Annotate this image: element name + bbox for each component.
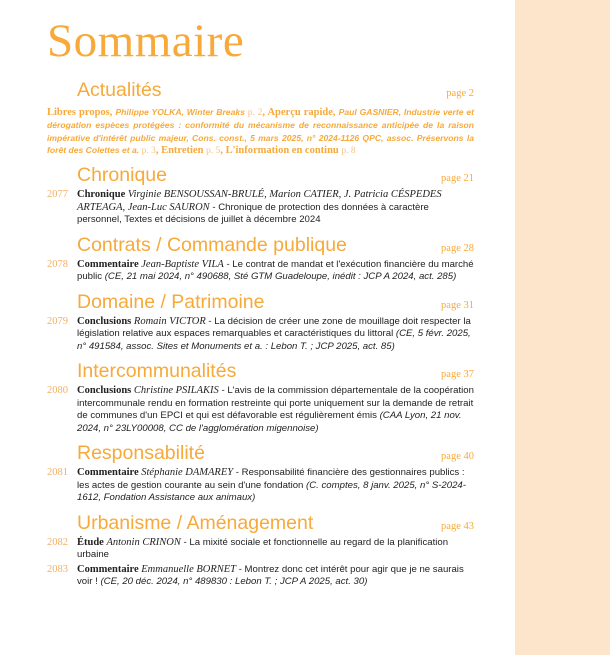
page-ref[interactable]: p. 5 [206, 145, 221, 156]
section-page[interactable]: page 31 [441, 299, 474, 311]
summary-label: , Entretien [155, 144, 207, 156]
section-page[interactable]: page 28 [441, 242, 474, 254]
entry-body [77, 385, 474, 435]
section-heading[interactable]: Contrats / Commande publique [77, 233, 347, 256]
toc-entry[interactable] [47, 537, 474, 562]
section-heading[interactable]: Domaine / Patrimoine [77, 290, 265, 313]
section-header[interactable] [47, 441, 474, 465]
entry-reference: (CE, 20 déc. 2024, n° 489830 : Lebon T. ; JCP A 2025, act. 30) [100, 576, 368, 588]
entry-reference: (C. comptes, 8 janv. 2025, n° S-2024-1612, Fondation Assistance aux animaux) [77, 479, 466, 504]
summary-label: , L'information en continu [220, 144, 342, 156]
entry-body [77, 467, 474, 505]
entry-type: Conclusions [77, 385, 134, 397]
entry-type: Commentaire [77, 563, 142, 575]
page-ref[interactable]: p. 3 [141, 145, 156, 156]
toc-section [47, 78, 474, 157]
toc-section [47, 359, 474, 435]
entry-number: 2078 [47, 258, 68, 270]
entry-body [77, 259, 474, 284]
entry-reference: (CE, 21 mai 2024, n° 490688, Sté GTM Guadeloupe, inédit : JCP A 2024, act. 285) [104, 271, 457, 283]
section-page[interactable]: page 40 [441, 451, 474, 463]
entry-number: 2079 [47, 315, 68, 327]
entry-text: - L'avis de la commission départementale de la coopération intercommunale rendu en formation restreinte qui porte uniquement sur la demande de retrait de communes d'un EPCI et qui est défavorable est régulièrement émis [77, 385, 474, 422]
section-heading[interactable]: Intercommunalités [77, 360, 237, 383]
entry-text: - Responsabilité financière des gestionnaires publics : les actes de gestion courante au sein d'une fondation [77, 467, 465, 491]
entry-type: Commentaire [77, 467, 142, 479]
entry-author: Jean-Baptiste VILA [141, 258, 224, 270]
entry-author: Romain VICTOR [133, 315, 206, 327]
entry-body [77, 564, 474, 589]
summary-text: Paul GASNIER, Industrie verte et dérogation espèces protégées : conformité du mécanisme de reconnaissance anticipée de la raison impérative d'intérêt public majeur, Cons. const., 5 mars 2025, n° 2024-1126 QPC, assoc. Préservons la forêt des Colettes et a. [47, 107, 474, 155]
entry-number: 2081 [47, 467, 68, 479]
side-panel [515, 0, 610, 655]
section-page[interactable]: page 21 [441, 173, 474, 185]
entry-type: Étude [77, 536, 107, 548]
entry-number: 2077 [47, 189, 68, 201]
section-page[interactable]: page 43 [441, 520, 474, 532]
page-title: Sommaire [47, 15, 245, 67]
toc-section [47, 233, 474, 284]
section-header[interactable] [47, 290, 474, 314]
section-page[interactable]: page 2 [446, 88, 474, 99]
section-header[interactable] [47, 163, 474, 187]
toc-entry[interactable] [47, 467, 474, 505]
entry-number: 2082 [47, 536, 68, 548]
section-summary [47, 106, 474, 157]
entry-text: - Le contrat de mandat et l'exécution financière du marché public [77, 258, 474, 283]
entry-text: - Montrez donc cet intérêt pour agir que je ne saurais voir ! [77, 563, 464, 588]
toc-section [47, 511, 474, 589]
section-header[interactable] [47, 511, 474, 535]
entry-text: - La mixité sociale et fonctionnelle au regard de la planification urbaine [77, 536, 449, 561]
entry-author: Stéphanie DAMAREY [141, 467, 234, 479]
entry-text: - Chronique de protection des données à caractère personnel, Textes et décisions de juillet à décembre 2024 [77, 201, 429, 226]
toc-section [47, 441, 474, 505]
toc-section [47, 290, 474, 354]
section-heading[interactable]: Actualités [77, 79, 162, 101]
toc-entry[interactable] [47, 259, 474, 284]
toc-section [47, 163, 474, 227]
entry-number: 2080 [47, 385, 68, 397]
entry-type: Chronique [77, 189, 128, 201]
entry-author: Christine PSILAKIS [133, 385, 219, 397]
section-heading[interactable]: Urbanisme / Aménagement [77, 511, 314, 534]
section-heading[interactable]: Chronique [77, 164, 167, 187]
toc-entry[interactable] [47, 189, 474, 227]
section-header[interactable] [47, 359, 474, 383]
section-heading[interactable]: Responsabilité [77, 442, 205, 465]
entry-body [77, 537, 474, 562]
entry-body [77, 316, 474, 354]
entry-author: Antonin CRINON [106, 536, 181, 548]
table-of-contents [47, 78, 474, 595]
toc-entry[interactable] [47, 564, 474, 589]
summary-label: Libres propos, [47, 107, 116, 118]
entry-reference: (CAA Lyon, 21 nov. 2024, n° 23LY00008, CC de l'agglomération migennoise) [77, 410, 462, 434]
entry-type: Conclusions [77, 315, 134, 327]
entry-number: 2083 [47, 563, 68, 575]
summary-text: Philippe YOLKA, Winter Breaks [115, 107, 248, 117]
section-page[interactable]: page 37 [441, 369, 474, 381]
entry-text: - La décision de créer une zone de mouillage doit respecter la législation relative aux espaces remarquables et caractéristiques du littoral [77, 315, 471, 340]
summary-label: , Aperçu rapide, [262, 107, 339, 118]
toc-entry[interactable] [47, 385, 474, 435]
page-ref[interactable]: p. 8 [341, 145, 356, 156]
page-ref[interactable]: p. 2 [247, 108, 263, 118]
entry-author: Virginie BENSOUSSAN-BRULÉ, Marion CATIER, J. Patricia CÉSPEDES ARTEAGA, Jean-Luc SAURON [77, 189, 442, 213]
section-header[interactable] [47, 233, 474, 257]
section-header[interactable] [47, 78, 474, 102]
entry-body [77, 189, 474, 227]
entry-reference: (CE, 5 févr. 2025, n° 491584, assoc. Sites et Monuments et a. : Lebon T. ; JCP 2025, act. 85) [77, 328, 471, 352]
entry-author: Emmanuelle BORNET [141, 563, 237, 575]
toc-entry[interactable] [47, 316, 474, 354]
entry-type: Commentaire [77, 258, 142, 270]
